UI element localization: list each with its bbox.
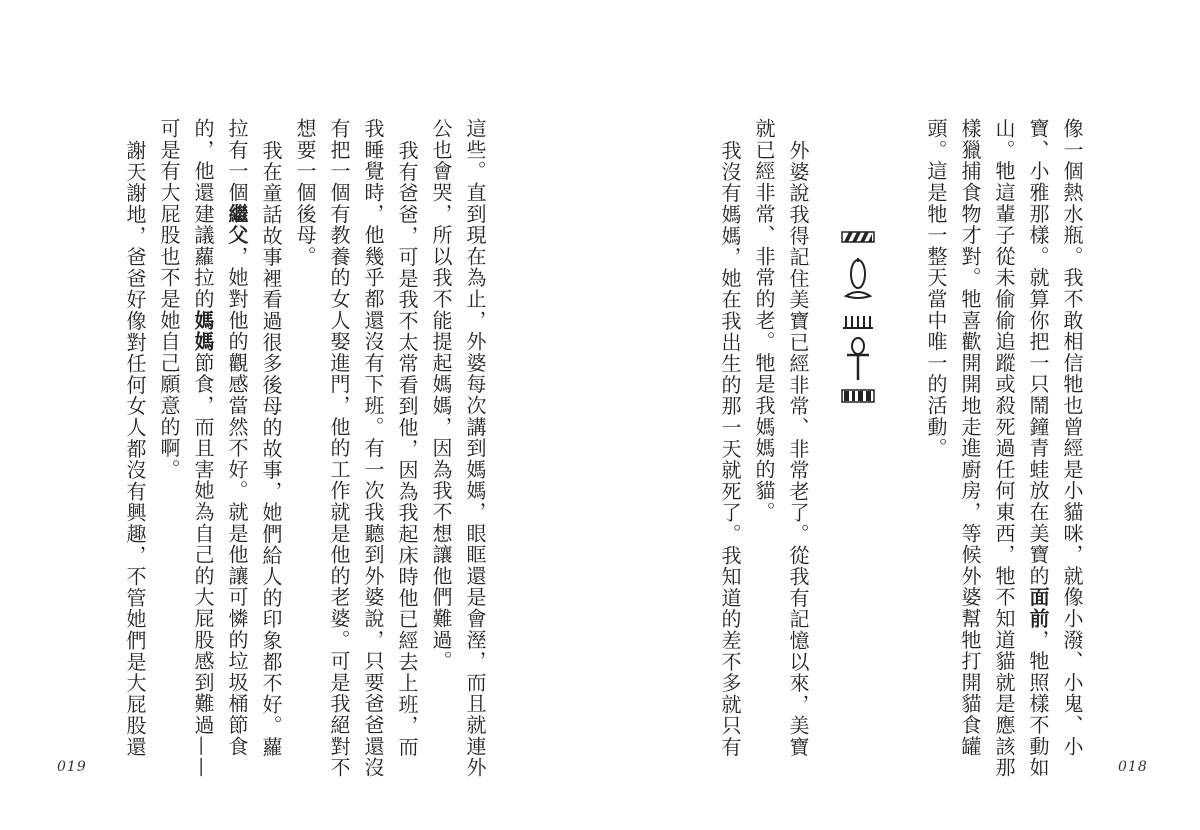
text-segment: 拉有一個 — [225, 118, 249, 204]
text-line: 就已經非常、非常的老。牠是我媽媽的貓。 — [752, 118, 776, 523]
text-line — [1021, 118, 1055, 778]
text-line: 我睡覺時，他幾乎都還沒有下班。有一次我聽到外婆說，只要爸爸還沒 — [361, 118, 385, 779]
text-line: 山。牠這輩子從未偷偷追蹤或殺死過任何東西，牠不知道貓就是應該那 — [992, 118, 1016, 779]
text-line: 想要一個後母。 — [293, 118, 317, 268]
text-line: 像一個熱水瓶。我不敢相信牠也曾經是小貓咪，就像小潑、小鬼、小 — [1060, 118, 1084, 757]
text-line: 我有爸爸，可是我不太常看到他，因為我起床時他已經去上班，而 — [395, 140, 419, 758]
text-line: 可是有大屁股也不是她自己願意的啊。 — [157, 118, 181, 481]
text-segment: 的，他還建議蘿拉的 — [191, 118, 215, 310]
hieroglyph-illustration — [838, 230, 878, 410]
page-number-right: 018 — [1118, 759, 1148, 775]
text-segment: ，她對他的觀感當然不好。就是他讓可憐的垃圾桶節食 — [225, 245, 249, 758]
bold-word: 繼父 — [225, 203, 249, 246]
text-segment: ，牠照樣不動如 — [1026, 629, 1050, 779]
text-segment: 寶、小雅那樣。就算你把一只鬧鐘青蛙放在美寶的 — [1026, 118, 1050, 587]
page-number-left: 019 — [57, 759, 87, 775]
text-line: 樣獵捕食物才對。牠喜歡開開地走進廚房，等候外婆幫牠打開貓食罐 — [958, 118, 982, 757]
text-segment: 節食，而且害她為自己的大屁股感到難過—— — [191, 352, 215, 779]
text-line — [186, 118, 220, 778]
bold-word: 媽媽 — [191, 309, 215, 353]
text-line: 謝天謝地，爸爸好像對任何女人都沒有興趣，不管她們是大屁股還 — [123, 140, 147, 758]
text-line: 頭。這是牠一整天當中唯一的活動。 — [924, 118, 948, 459]
text-line: 我沒有媽媽，她在我出生的那一天就死了。我知道的差不多就只有 — [718, 140, 742, 758]
text-line: 這些。直到現在為止，外婆每次講到媽媽，眼眶還是會溼，而且就連外 — [463, 118, 487, 779]
hieroglyph-icon — [838, 230, 878, 410]
text-line: 我在童話故事裡看過很多後母的故事，她們給人的印象都不好。蘿 — [259, 140, 283, 758]
text-line — [220, 118, 254, 757]
text-line: 外婆說我得記住美寶已經非常、非常老了。從我有記憶以來，美寶 — [786, 140, 810, 758]
text-line: 公也會哭，所以我不能提起媽媽，因為我不想讓他們難過。 — [429, 118, 453, 672]
text-line: 有把一個有教養的女人娶進門，他的工作就是他的老婆。可是我絕對不 — [327, 118, 351, 779]
bold-word: 面前 — [1026, 586, 1050, 630]
